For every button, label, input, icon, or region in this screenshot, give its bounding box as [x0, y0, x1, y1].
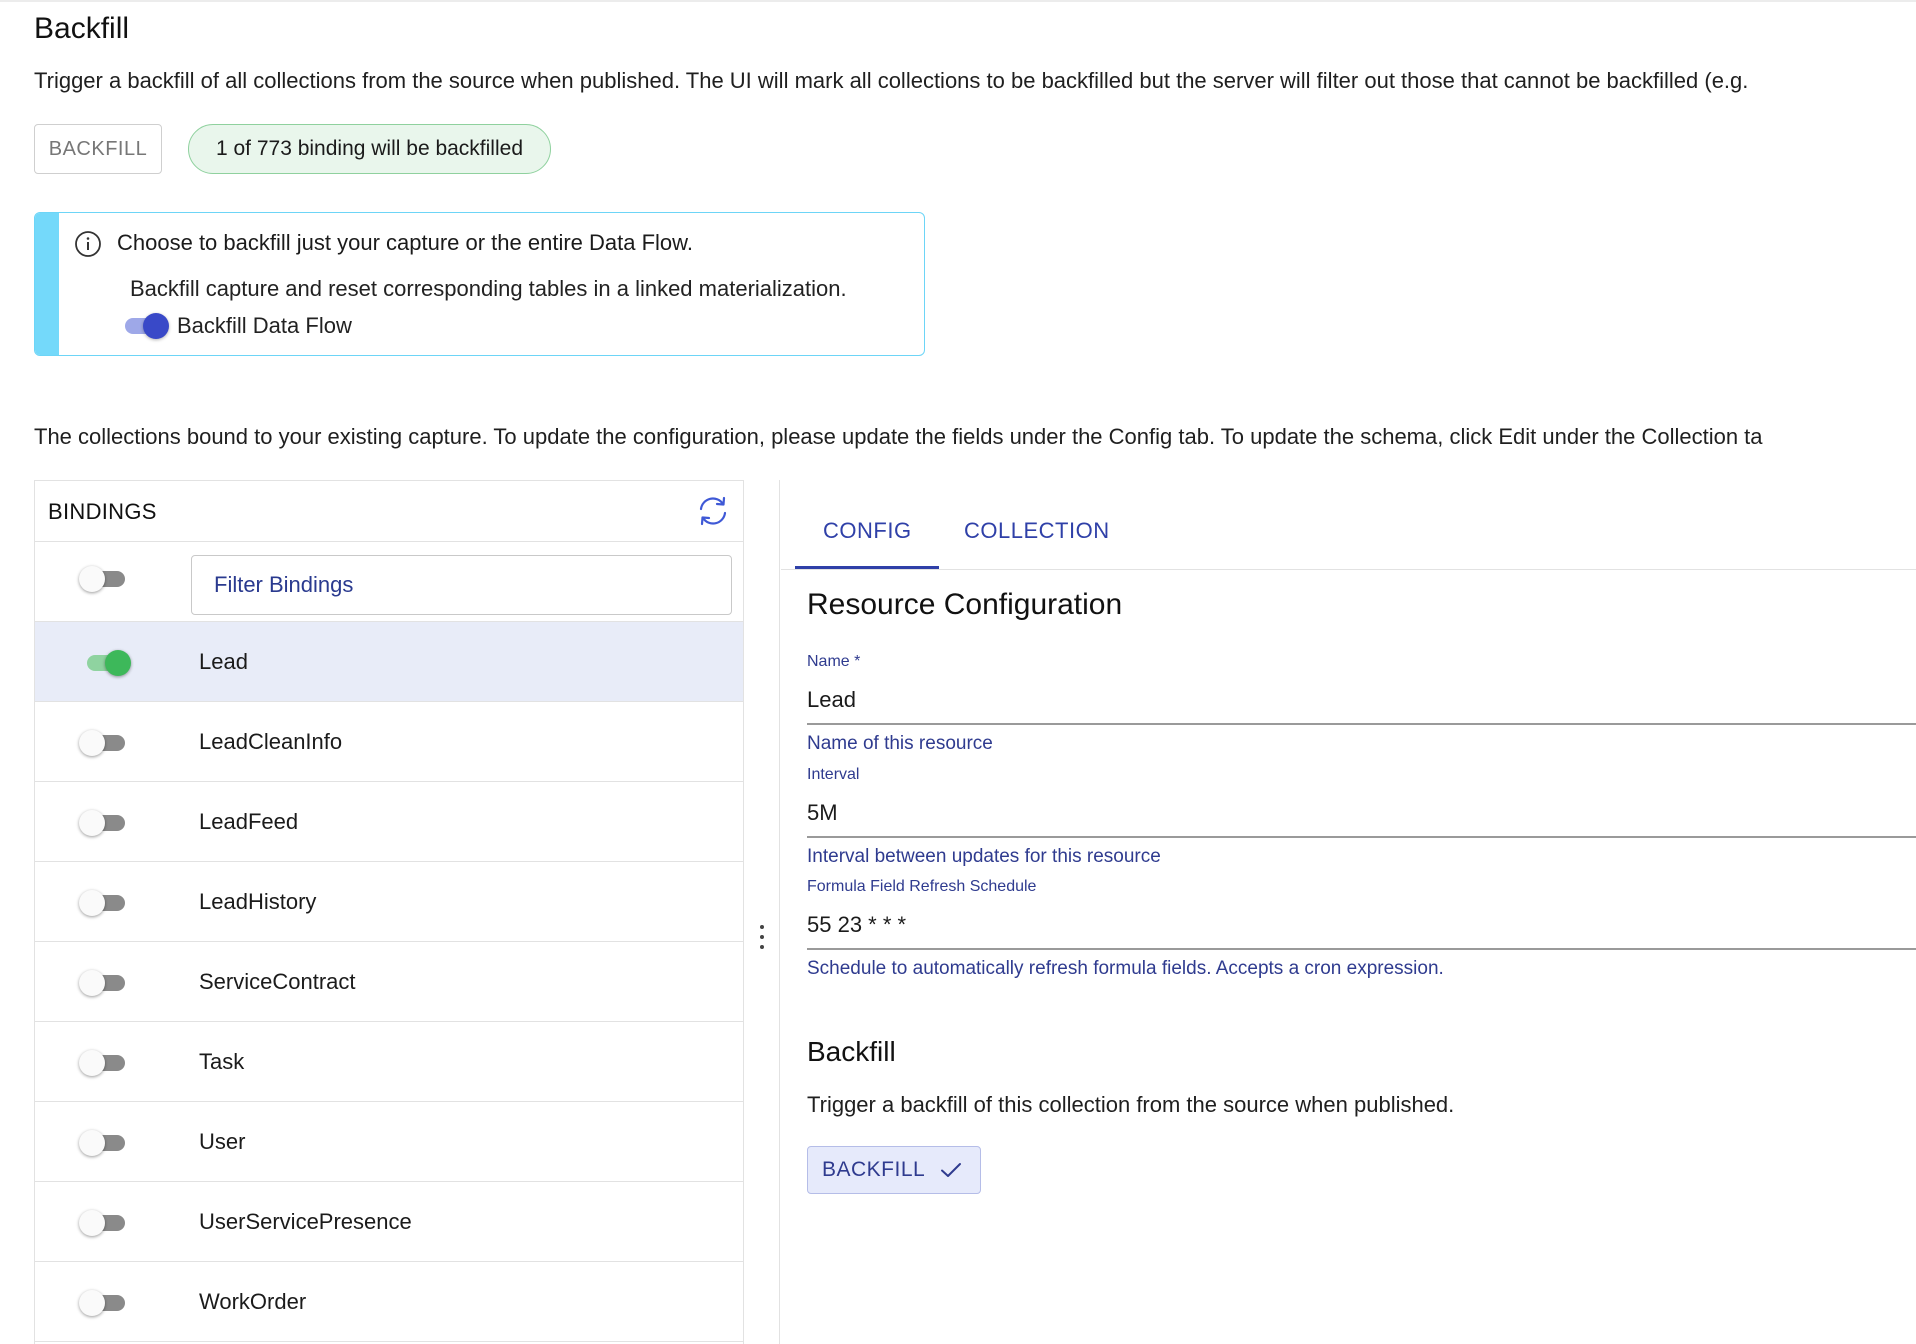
binding-toggle[interactable]	[79, 644, 135, 680]
backfill-section-description: Trigger a backfill of all collections from the source when published. The UI will mark all collections to be backfilled but the server will filter out those that cannot be backfilled (e.g.	[34, 68, 1749, 93]
bindings-header	[35, 481, 743, 542]
data-flow-alert	[34, 212, 925, 356]
toggle-thumb	[79, 970, 105, 996]
binding-name: UserServicePresence	[199, 1209, 412, 1234]
binding-row[interactable]	[35, 622, 743, 702]
binding-name: ServiceContract	[199, 969, 356, 994]
active-tab-indicator	[795, 566, 939, 569]
collection-backfill-button-label: BACKFILL	[822, 1158, 926, 1181]
refresh-icon[interactable]	[695, 493, 731, 529]
toggle-thumb	[79, 890, 105, 916]
alert-description: Backfill capture and reset corresponding tables in a linked materialization.	[130, 276, 847, 301]
backfill-data-flow-label: Backfill Data Flow	[177, 313, 352, 338]
toggle-thumb	[79, 730, 105, 756]
toggle-thumb	[79, 1290, 105, 1316]
toggle-thumb	[79, 566, 105, 592]
binding-toggle[interactable]	[79, 724, 135, 760]
select-all-toggle[interactable]	[79, 560, 135, 596]
toggle-thumb	[79, 1210, 105, 1236]
bindings-title: BINDINGS	[48, 499, 157, 524]
binding-row[interactable]	[35, 1182, 743, 1262]
binding-toggle[interactable]	[79, 1124, 135, 1160]
interval-field-underline	[807, 836, 1916, 838]
binding-row[interactable]	[35, 1262, 743, 1342]
collection-backfill-button[interactable]	[807, 1146, 981, 1194]
binding-toggle[interactable]	[79, 1284, 135, 1320]
toggle-thumb	[79, 1130, 105, 1156]
panel-divider	[744, 480, 780, 1344]
bound-collections-description: The collections bound to your existing capture. To update the configuration, please update the fields under the Config tab. To update the schema, click Edit under the Collection ta	[34, 424, 1763, 449]
collection-backfill-description: Trigger a backfill of this collection from the source when published.	[807, 1092, 1455, 1117]
bindings-panel	[34, 480, 744, 1344]
interval-field-help: Interval between updates for this resource	[807, 846, 1161, 867]
tab-collection[interactable]: COLLECTION	[964, 518, 1110, 543]
binding-name: Task	[199, 1049, 245, 1074]
binding-toggle[interactable]	[79, 964, 135, 1000]
filter-bindings-input[interactable]: Filter Bindings	[191, 555, 732, 615]
binding-row[interactable]	[35, 1102, 743, 1182]
formula-field-underline	[807, 948, 1916, 950]
binding-toggle[interactable]	[79, 884, 135, 920]
top-divider	[0, 0, 1916, 2]
formula-field-label: Formula Field Refresh Schedule	[807, 878, 1037, 895]
interval-field-input[interactable]: 5M	[807, 800, 838, 825]
toggle-thumb	[79, 810, 105, 836]
resource-configuration-title: Resource Configuration	[807, 588, 1123, 621]
info-icon	[73, 229, 103, 259]
binding-name: LeadHistory	[199, 889, 317, 914]
binding-row[interactable]	[35, 1022, 743, 1102]
backfill-status-chip: 1 of 773 binding will be backfilled	[188, 124, 551, 174]
alert-accent-bar	[35, 213, 59, 355]
binding-row[interactable]	[35, 942, 743, 1022]
binding-name: LeadFeed	[199, 809, 299, 834]
binding-toggle[interactable]	[79, 1204, 135, 1240]
tab-config[interactable]: CONFIG	[823, 518, 912, 543]
interval-field-label: Interval	[807, 766, 860, 783]
name-field-help: Name of this resource	[807, 733, 993, 754]
backfill-all-button[interactable]: BACKFILL	[34, 124, 162, 174]
name-field-input[interactable]: Lead	[807, 687, 856, 712]
binding-name: LeadCleanInfo	[199, 729, 343, 754]
backfill-data-flow-toggle[interactable]	[123, 311, 171, 341]
resize-handle-icon[interactable]	[752, 922, 772, 956]
toggle-thumb	[79, 1050, 105, 1076]
binding-toggle[interactable]	[79, 804, 135, 840]
backfill-section-title: Backfill	[34, 12, 130, 45]
name-field-underline	[807, 723, 1916, 725]
binding-row[interactable]	[35, 862, 743, 942]
binding-name: Lead	[199, 649, 248, 674]
binding-name: WorkOrder	[199, 1289, 307, 1314]
name-field-label: Name *	[807, 653, 861, 670]
alert-title: Choose to backfill just your capture or the entire Data Flow.	[117, 230, 693, 255]
binding-row[interactable]	[35, 782, 743, 862]
detail-tabs	[781, 480, 1916, 570]
toggle-thumb	[143, 313, 169, 339]
check-icon	[939, 1158, 963, 1182]
binding-row[interactable]	[35, 702, 743, 782]
binding-name: User	[199, 1129, 246, 1154]
binding-detail-panel	[781, 480, 1916, 1344]
collection-backfill-title: Backfill	[807, 1036, 896, 1067]
filter-row	[35, 542, 743, 622]
formula-schedule-input[interactable]: 55 23 * * *	[807, 912, 907, 937]
formula-field-help: Schedule to automatically refresh formula fields. Accepts a cron expression.	[807, 958, 1444, 979]
toggle-thumb	[105, 650, 131, 676]
binding-toggle[interactable]	[79, 1044, 135, 1080]
